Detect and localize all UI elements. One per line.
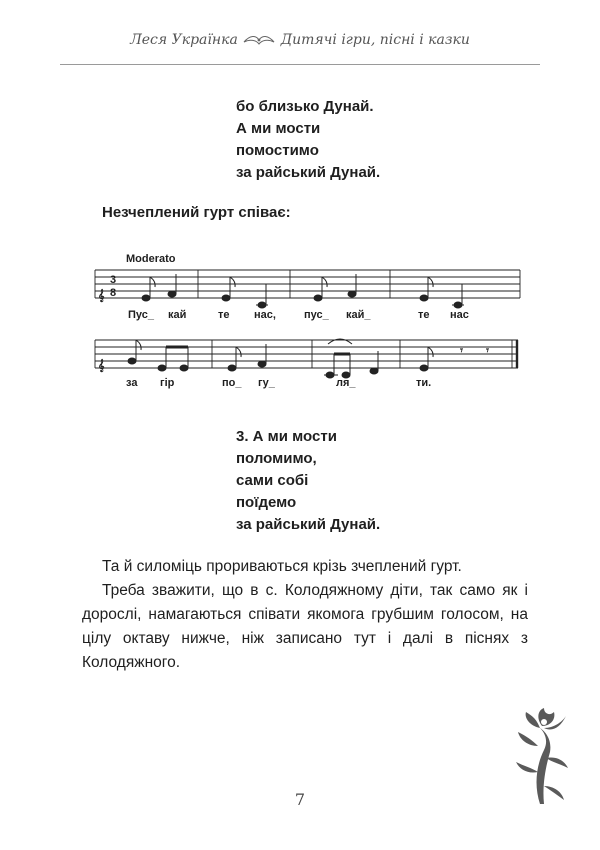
lyric: гір (160, 377, 175, 389)
staff-1 (95, 270, 520, 298)
staff-2 (95, 340, 518, 368)
lyric: ля_ (336, 377, 356, 389)
lyric: кай (168, 309, 187, 321)
verse-block-1 (236, 96, 380, 184)
prose-block (82, 555, 528, 675)
time-sig-top: 3 (110, 274, 117, 286)
lyric: Пус_ (128, 309, 154, 321)
paragraph: Треба зважити, що в с. Колодяжному діти, так само як і дорослі, намагаються співати якомога грубшим голосом, на цілу октаву нижче, ніж записано тут і далі в піснях з Колодяжного. (82, 582, 528, 671)
lyric: нас, (254, 309, 276, 321)
running-header (60, 32, 540, 48)
verse1-line: А ми мости (236, 120, 321, 137)
music-score (90, 250, 530, 400)
header-title: Дитячі ігри, пісні і казки (280, 32, 470, 48)
paragraph: Та й силоміць прориваються крізь зчеплений гурт. (102, 558, 462, 575)
header-author: Леся Українка (130, 32, 238, 48)
staff-2-lyrics (126, 377, 431, 389)
verse2-line: поломимо, (236, 450, 317, 467)
treble-clef-icon: 𝄞 (98, 360, 105, 372)
lyric: за (126, 377, 138, 389)
lyric: нас (450, 309, 469, 321)
lyric: по_ (222, 377, 242, 389)
verse1-line: за райський Дунай. (236, 164, 381, 181)
song-intro: Незчеплений гурт співає: (102, 204, 291, 221)
lyric: ти. (416, 377, 432, 389)
lyric: кай_ (346, 309, 371, 321)
bird-ornament-icon (242, 33, 276, 47)
verse2-line: за райський Дунай. (236, 516, 381, 533)
tempo-marking: Moderato (126, 253, 176, 265)
verse-block-2 (236, 426, 380, 536)
verse2-line: сами собі (236, 472, 309, 489)
staff-1-lyrics (128, 309, 469, 321)
verse2-line: 3. А ми мости (236, 428, 337, 445)
lyric: пус_ (304, 309, 329, 321)
lyric: гу_ (258, 377, 275, 389)
page-number: 7 (294, 790, 306, 809)
header-rule (60, 64, 540, 65)
verse1-line: помостимо (236, 142, 319, 159)
time-sig-bottom: 8 (110, 287, 117, 299)
verse2-line: поїдемо (236, 494, 297, 511)
rest-icon: 𝄾 (486, 345, 489, 357)
lyric: те (218, 309, 230, 321)
rest-icon: 𝄾 (460, 345, 463, 357)
lyric: те (418, 309, 430, 321)
verse1-line: бо близько Дунай. (236, 98, 374, 115)
treble-clef-icon: 𝄞 (98, 290, 105, 302)
staff-2-notes (128, 339, 433, 378)
